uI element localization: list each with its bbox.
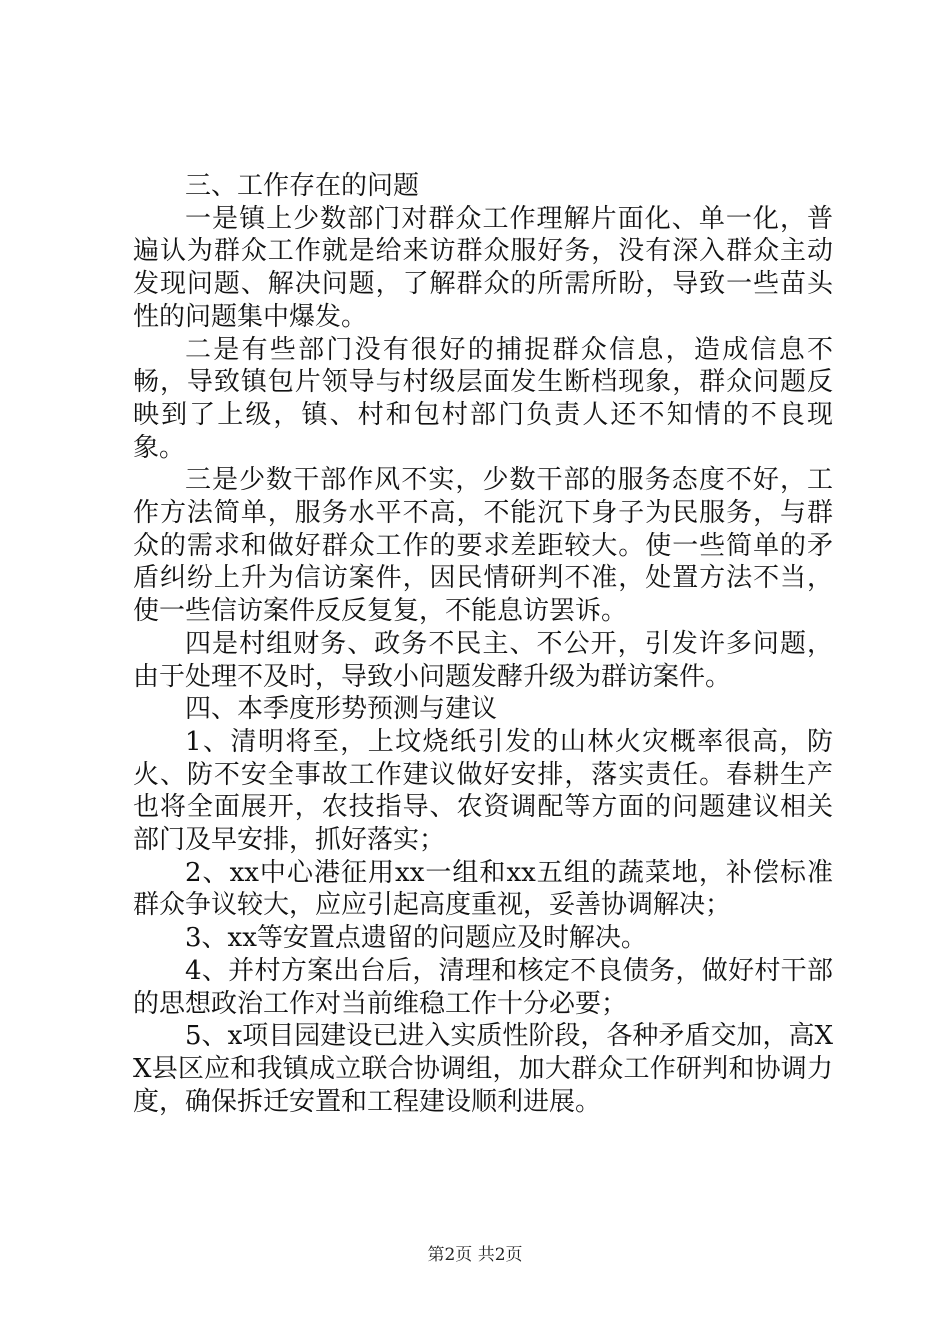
section-heading-problems: 三、工作存在的问题 xyxy=(185,171,420,201)
paragraph-problem-2: 二是有些部门没有很好的捕捉群众信息，造成信息不畅，导致镇包片领导与村级层面发生断档现象，群众问题反映到了上级，镇、村和包村部门负责人还不知情的不良现象。 xyxy=(133,334,833,463)
paragraph-problem-1: 一是镇上少数部门对群众工作理解片面化、单一化，普遍认为群众工作就是给来访群众服好务，没有深入群众主动发现问题、解决问题，了解群众的所需所盼，导致一些苗头性的问题集中爆发。 xyxy=(133,203,833,332)
paragraph-suggestion-2: 2、xx中心港征用xx一组和xx五组的蔬菜地，补偿标准群众争议较大，应应引起高度重视，妥善协调解决； xyxy=(133,857,833,921)
section-heading-forecast: 四、本季度形势预测与建议 xyxy=(185,694,498,725)
paragraph-suggestion-4: 4、并村方案出台后，清理和核定不良债务，做好村干部的思想政治工作对当前维稳工作十分必要； xyxy=(133,955,833,1019)
paragraph-suggestion-5: 5、x项目园建设已进入实质性阶段，各种矛盾交加，高XX县区应和我镇成立联合协调组，加大群众工作研判和协调力度，确保拆迁安置和工程建设顺利进展。 xyxy=(133,1021,833,1117)
document-body xyxy=(133,170,833,1118)
paragraph-suggestion-1: 1、清明将至，上坟烧纸引发的山林火灾概率很高，防火、防不安全事故工作建议做好安排，落实责任。春耕生产也将全面展开，农技指导、农资调配等方面的问题建议相关部门及早安排，抓好落实； xyxy=(133,726,833,856)
paragraph-problem-4: 四是村组财务、政务不民主、不公开，引发许多问题，由于处理不及时，导致小问题发酵升级为群访案件。 xyxy=(133,628,833,692)
page-number-footer: 第2页 共2页 xyxy=(427,1245,523,1265)
paragraph-suggestion-3: 3、xx等安置点遗留的问题应及时解决。 xyxy=(185,923,647,954)
paragraph-problem-3: 三是少数干部作风不实，少数干部的服务态度不好，工作方法简单，服务水平不高，不能沉下身子为民服务，与群众的需求和做好群众工作的要求差距较大。使一些简单的矛盾纠纷上升为信访案件，因民情研判不准，处置方法不当，使一些信访案件反反复复，不能息访罢诉。 xyxy=(133,465,833,627)
